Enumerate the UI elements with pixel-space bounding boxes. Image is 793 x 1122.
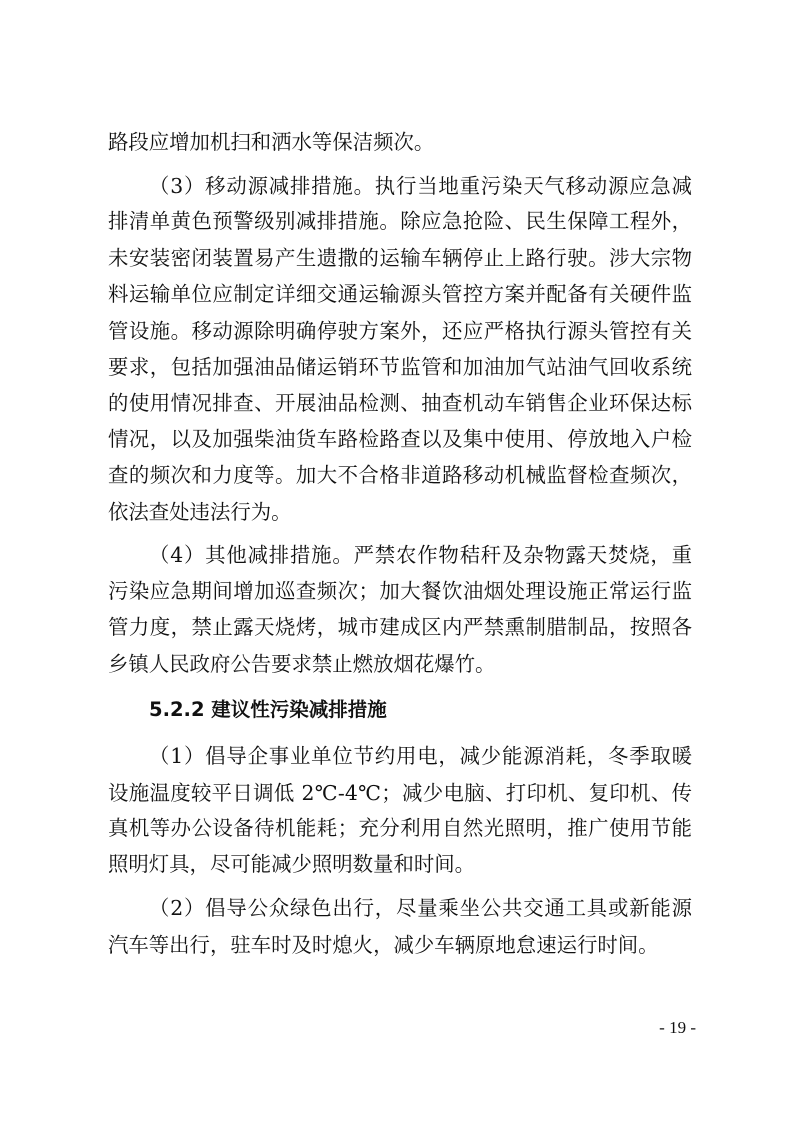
paragraph-line: 照明灯具，尽可能减少照明数量和时间。 [108,852,476,876]
paragraph-line: （1）倡导企事业单位节约用电，减少能源消耗，冬季取暖 [149,744,692,768]
paragraph-line: 情况，以及加强柴油货车路检路查以及集中使用、停放地入户检 [108,427,692,451]
paragraph-line: 依法查处违法行为。 [108,500,292,524]
paragraph-line: 未安装密闭装置易产生遗撒的运输车辆停止上路行驶。涉大宗物 [108,246,692,270]
paragraph-line: 汽车等出行，驻车时及时熄火，减少车辆原地怠速运行时间。 [108,933,659,957]
paragraph-line: 排清单黄色预警级别减排措施。除应急抢险、民生保障工程外， [108,209,692,233]
paragraph-line: 管设施。移动源除明确停驶方案外，还应严格执行源头管控有关 [108,319,692,343]
paragraph-line: （2）倡导公众绿色出行，尽量乘坐公共交通工具或新能源 [149,896,692,920]
paragraph-line: 污染应急期间增加巡查频次；加大餐饮油烟处理设施正常运行监 [108,579,692,603]
paragraph-line: 设施温度较平日调低 2℃-4℃；减少电脑、打印机、复印机、传 [108,781,692,805]
paragraph-line: 查的频次和力度等。加大不合格非道路移动机械监督检查频次， [108,463,692,487]
paragraph-line: （3）移动源减排措施。执行当地重污染天气移动源应急减 [149,174,692,198]
section-heading: 5.2.2 建议性污染减排措施 [149,698,387,721]
paragraph-line: 的使用情况排查、开展油品检测、抽查机动车销售企业环保达标 [108,391,692,415]
paragraph-line: （4）其他减排措施。严禁农作物秸秆及杂物露天焚烧，重 [149,543,692,567]
paragraph-line: 料运输单位应制定详细交通运输源头管控方案并配备有关硬件监 [108,282,692,306]
page-number: - 19 - [659,1018,696,1037]
paragraph-line: 乡镇人民政府公告要求禁止燃放烟花爆竹。 [108,652,496,676]
paragraph-line: 管力度，禁止露天烧烤，城市建成区内严禁熏制腊制品，按照各 [108,615,692,639]
paragraph-line: 真机等办公设备待机能耗；充分利用自然光照明，推广使用节能 [108,816,692,840]
paragraph-line: 要求，包括加强油品储运销环节监管和加油加气站油气回收系统 [108,355,692,379]
paragraph-line: 路段应增加机扫和洒水等保洁频次。 [108,130,435,154]
